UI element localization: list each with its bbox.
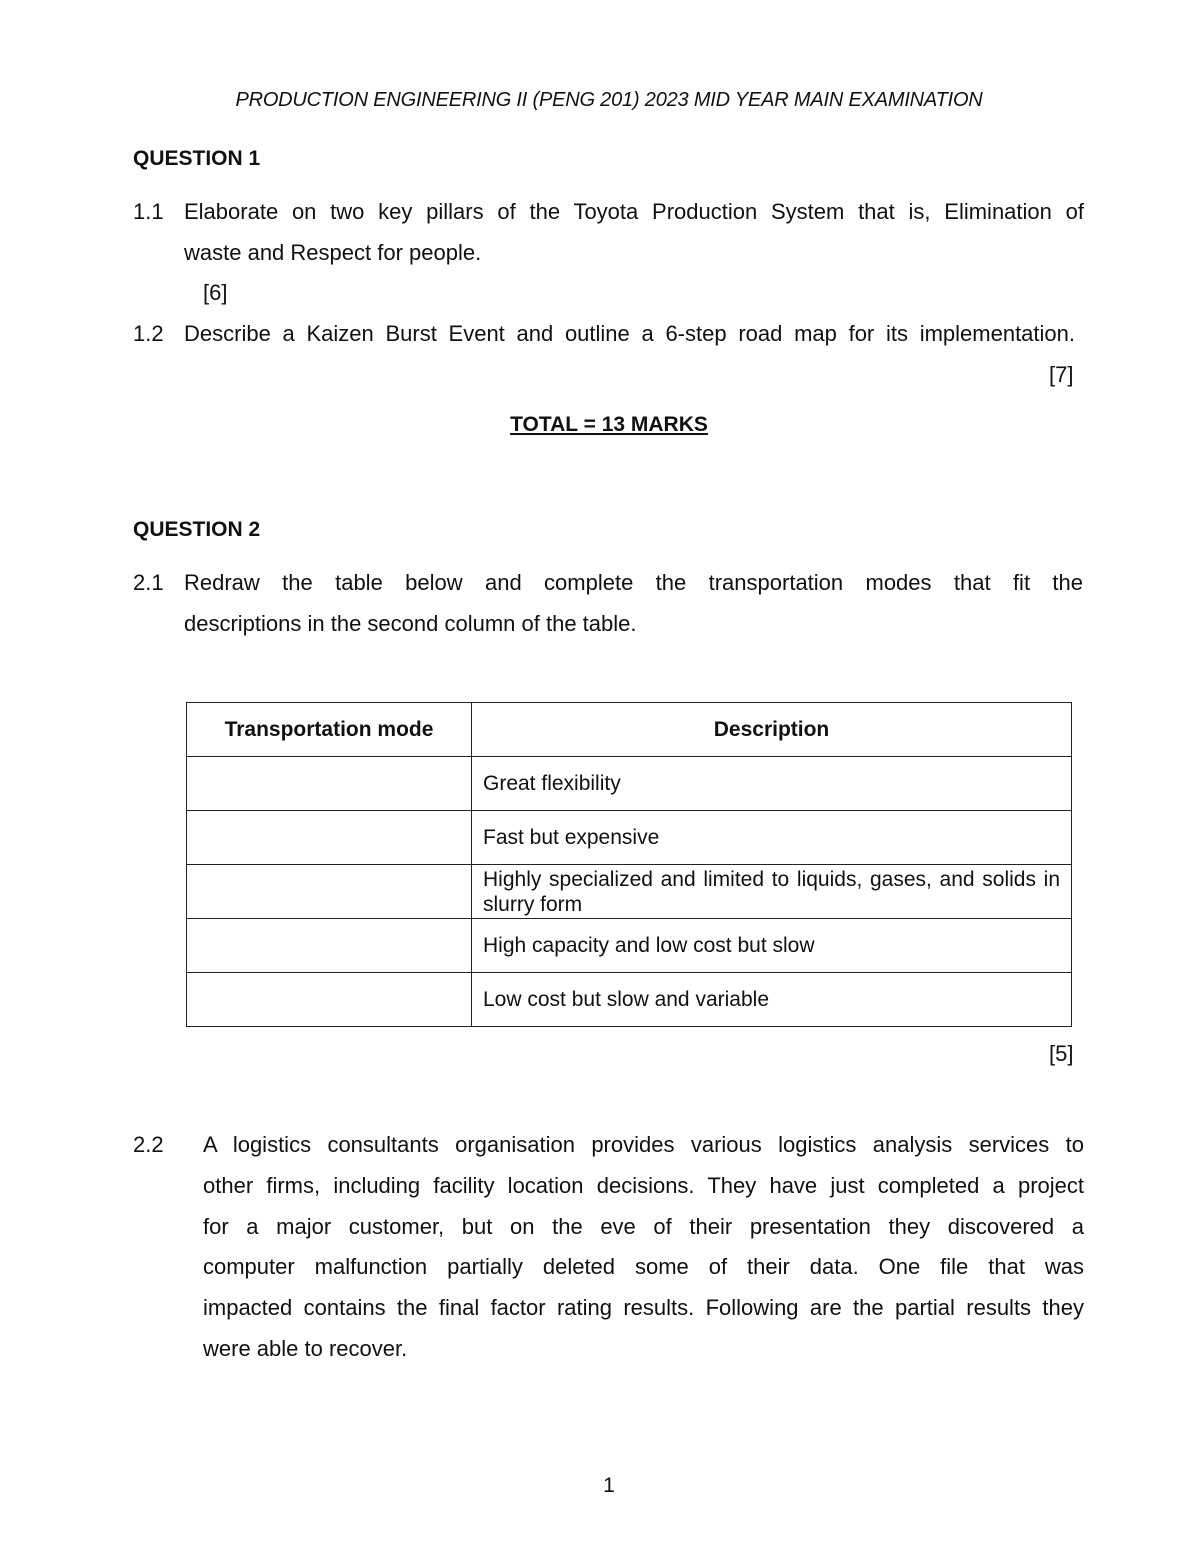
- question-1-1-number: 1.1: [133, 199, 164, 224]
- page-number: 1: [603, 1474, 615, 1497]
- table-cell-mode: [187, 973, 472, 1027]
- table-header-transportation-mode: Transportation mode: [187, 703, 472, 757]
- question-2-2-line: A logistics consultants organisation provides various logistics analysis services to: [203, 1132, 1084, 1157]
- question-2-2-line: for a major customer, but on the eve of their presentation they discovered a: [203, 1213, 1084, 1239]
- table-row: [187, 865, 1072, 919]
- question-2-1-number: 2.1: [133, 570, 164, 595]
- question-1-1-text-line2: waste and Respect for people.: [184, 240, 482, 265]
- transportation-modes-table: [186, 702, 1072, 1027]
- question-1-1-marks: [6]: [203, 280, 228, 305]
- table-cell-description: Great flexibility: [472, 757, 1072, 811]
- question-1-heading: QUESTION 1: [133, 147, 261, 170]
- table-cell-mode: [187, 811, 472, 865]
- page-header: PRODUCTION ENGINEERING II (PENG 201) 2023 MID YEAR MAIN EXAMINATION: [235, 89, 983, 111]
- question-2-2-line: were able to recover.: [203, 1335, 408, 1361]
- question-2-1-marks: [5]: [1049, 1041, 1074, 1066]
- table-cell-description: High capacity and low cost but slow: [472, 919, 1072, 973]
- table-header-row: [187, 703, 1072, 757]
- table-cell-mode: [187, 757, 472, 811]
- table-cell-description: Highly specialized and limited to liquids, gases, and solids in slurry form: [472, 865, 1072, 919]
- question-1-1-text-line1: Elaborate on two key pillars of the Toyota Production System that is, Elimination of: [184, 199, 1084, 224]
- table-row: [187, 919, 1072, 973]
- question-2-heading: QUESTION 2: [133, 518, 261, 541]
- table-row: [187, 757, 1072, 811]
- table-header-description: Description: [472, 703, 1072, 757]
- table-row: [187, 811, 1072, 865]
- question-2-1-text-line2: descriptions in the second column of the table.: [184, 611, 637, 636]
- table-cell-mode: [187, 865, 472, 919]
- question-2-2-line: computer malfunction partially deleted some of their data. One file that was: [203, 1254, 1084, 1280]
- table-row: [187, 973, 1072, 1027]
- table-cell-description: Fast but expensive: [472, 811, 1072, 865]
- question-2-2-line: impacted contains the final factor rating results. Following are the partial results they: [203, 1295, 1084, 1321]
- table-cell-mode: [187, 919, 472, 973]
- question-1-2-number: 1.2: [133, 321, 164, 346]
- question-2-1-text-line1: Redraw the table below and complete the transportation modes that fit the: [184, 570, 1083, 595]
- question-1-2-marks: [7]: [1049, 362, 1074, 387]
- question-2-2-line: other firms, including facility location decisions. They have just completed a project: [203, 1172, 1084, 1198]
- question-2-2-paragraph: [203, 1132, 1084, 1377]
- table-cell-description: Low cost but slow and variable: [472, 973, 1072, 1027]
- question-1-2-text: Describe a Kaizen Burst Event and outline a 6-step road map for its implementation.: [184, 321, 1075, 346]
- question-2-2-number: 2.2: [133, 1132, 164, 1157]
- question-1-total: TOTAL = 13 MARKS: [510, 413, 708, 436]
